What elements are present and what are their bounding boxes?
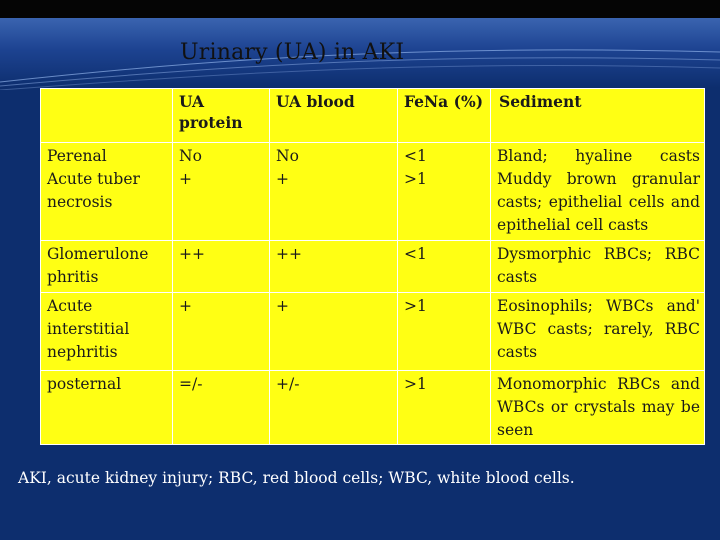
urinalysis-table bbox=[40, 88, 705, 445]
header-ua-protein-label: UA protein bbox=[179, 92, 243, 132]
header-sediment: Sediment bbox=[491, 89, 705, 143]
protein-value: + bbox=[179, 297, 192, 315]
cause-line: Perenal bbox=[47, 147, 107, 165]
blood-value: + bbox=[276, 170, 289, 188]
cell-cause bbox=[41, 293, 173, 371]
header-fena: FeNa (%) bbox=[398, 89, 491, 143]
cell-fena bbox=[398, 371, 491, 445]
cause-line: Acute tuber bbox=[47, 170, 140, 188]
table-row bbox=[41, 293, 705, 371]
cause-line: Glomerulone bbox=[47, 245, 149, 263]
fena-value: <1 bbox=[404, 147, 427, 165]
cell-cause bbox=[41, 371, 173, 445]
header-cause bbox=[41, 89, 173, 143]
blood-value: +/- bbox=[276, 375, 300, 393]
cell-protein bbox=[173, 241, 270, 293]
cell-sediment: Bland; hyaline casts Muddy brown granular casts; epithelial cells and epithelial cell casts bbox=[491, 143, 705, 241]
header-ua-blood: UA blood bbox=[270, 89, 398, 143]
protein-value: ++ bbox=[179, 245, 205, 263]
table-row bbox=[41, 241, 705, 293]
cause-line: necrosis bbox=[47, 193, 113, 211]
cell-cause bbox=[41, 241, 173, 293]
cell-blood bbox=[270, 241, 398, 293]
cell-blood bbox=[270, 143, 398, 241]
cell-fena bbox=[398, 293, 491, 371]
protein-value: No bbox=[179, 147, 202, 165]
cell-cause bbox=[41, 143, 173, 241]
cell-sediment: Dysmorphic RBCs; RBC casts bbox=[491, 241, 705, 293]
blood-value: + bbox=[276, 297, 289, 315]
table-row bbox=[41, 143, 705, 241]
fena-value: >1 bbox=[404, 375, 427, 393]
blood-value: No bbox=[276, 147, 299, 165]
protein-value: + bbox=[179, 170, 192, 188]
protein-value: =/- bbox=[179, 375, 203, 393]
cause-line: interstitial bbox=[47, 320, 130, 338]
cause-line: posternal bbox=[47, 375, 122, 393]
cause-line: nephritis bbox=[47, 343, 118, 361]
cell-fena bbox=[398, 241, 491, 293]
cell-protein bbox=[173, 143, 270, 241]
fena-value: <1 bbox=[404, 245, 427, 263]
blood-value: ++ bbox=[276, 245, 302, 263]
cell-fena bbox=[398, 143, 491, 241]
cause-line: phritis bbox=[47, 268, 99, 286]
cell-blood bbox=[270, 371, 398, 445]
cell-protein bbox=[173, 293, 270, 371]
table-row bbox=[41, 371, 705, 445]
fena-value: >1 bbox=[404, 170, 427, 188]
cell-sediment: Eosinophils; WBCs and' WBC casts; rarely, RBC casts bbox=[491, 293, 705, 371]
cell-blood bbox=[270, 293, 398, 371]
footnote: AKI, acute kidney injury; RBC, red blood cells; WBC, white blood cells. bbox=[18, 469, 575, 487]
slide-top-bar bbox=[0, 0, 720, 18]
cause-line: Acute bbox=[47, 297, 93, 315]
cell-sediment: Monomorphic RBCs and WBCs or crystals may be seen bbox=[491, 371, 705, 445]
slide-title: Urinary (UA) in AKI bbox=[180, 40, 405, 65]
table-header-row bbox=[41, 89, 705, 143]
fena-value: >1 bbox=[404, 297, 427, 315]
header-ua-protein bbox=[173, 89, 270, 143]
cell-protein bbox=[173, 371, 270, 445]
